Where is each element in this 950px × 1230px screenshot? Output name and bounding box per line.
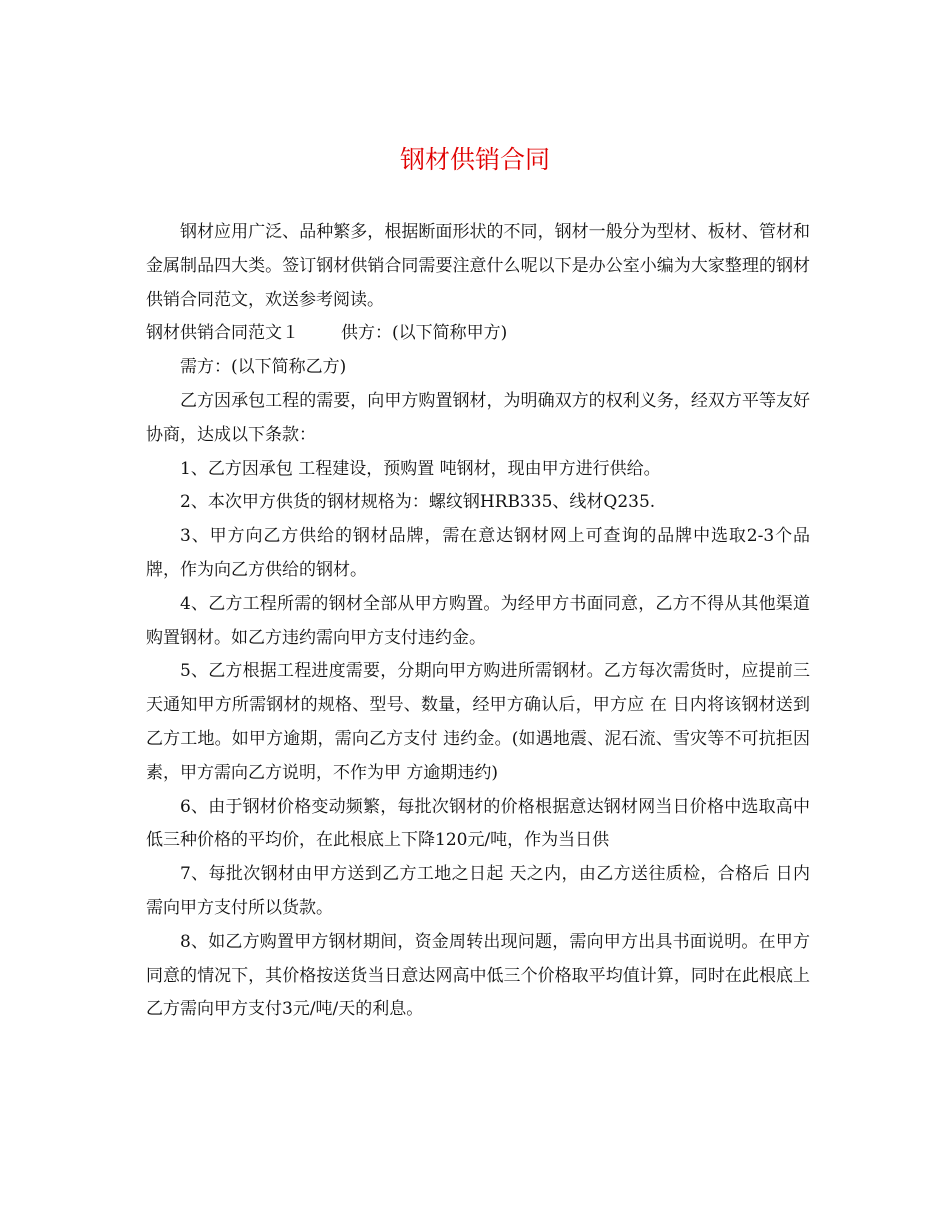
- clause-7: 7、每批次钢材由甲方送到乙方工地之日起 天之内，由乙方送往质检，合格后 日内需向甲方支付所以货款。: [146, 864, 810, 918]
- clause-5: 5、乙方根据工程进度需要，分期向甲方购进所需钢材。乙方每次需货时，应提前三天通知甲方所需钢材的规格、型号、数量，经甲方确认后，甲方应 在 日内将该钢材送到乙方工地。如甲方逾期，需向乙方支付 违约金。(如遇地震、泥石流、雪灾等不可抗拒因素，甲方需向乙方说明，不作为甲 方逾期违约): [146, 661, 810, 783]
- document-title: 钢材供销合同: [399, 145, 550, 174]
- document-body: [146, 216, 810, 1027]
- buyer-line: 需方：(以下简称乙方): [180, 357, 347, 378]
- clause-4: 4、乙方工程所需的钢材全部从甲方购置。为经甲方书面同意，乙方不得从其他渠道购置钢材。如乙方违约需向甲方支付违约金。: [146, 593, 810, 648]
- clause-6: 6、由于钢材价格变动频繁，每批次钢材的价格根据意达钢材网当日价格中选取高中低三种价格的平均价，在此根底上下降120元/吨，作为当日供: [146, 796, 810, 851]
- sample-heading-line: [146, 317, 810, 351]
- intro-paragraph: 钢材应用广泛、品种繁多，根据断面形状的不同，钢材一般分为型材、板材、管材和金属制品四大类。签订钢材供销合同需要注意什么呢以下是办公室小编为大家整理的钢材供销合同范文，欢送参考阅读。: [146, 222, 810, 310]
- clause-2: 2、本次甲方供货的钢材规格为：螺纹钢HRB335、线材Q235.: [180, 492, 656, 513]
- sample-heading: 钢材供销合同范文１: [146, 323, 299, 344]
- clause-1: 1、乙方因承包 工程建设，预购置 吨钢材，现由甲方进行供给。: [180, 458, 661, 479]
- clause-3: 3、甲方向乙方供给的钢材品牌，需在意达钢材网上可查询的品牌中选取2-3个品牌，作为向乙方供给的钢材。: [146, 526, 810, 580]
- supplier-line: 供方：(以下简称甲方): [341, 323, 508, 344]
- clause-8: 8、如乙方购置甲方钢材期间，资金周转出现问题，需向甲方出具书面说明。在甲方同意的情况下，其价格按送货当日意达网高中低三个价格取平均值计算，同时在此根底上乙方需向甲方支付3元/吨/天的利息。: [146, 931, 810, 1020]
- preamble-paragraph: 乙方因承包工程的需要，向甲方购置钢材，为明确双方的权利义务，经双方平等友好协商，达成以下条款：: [146, 390, 810, 445]
